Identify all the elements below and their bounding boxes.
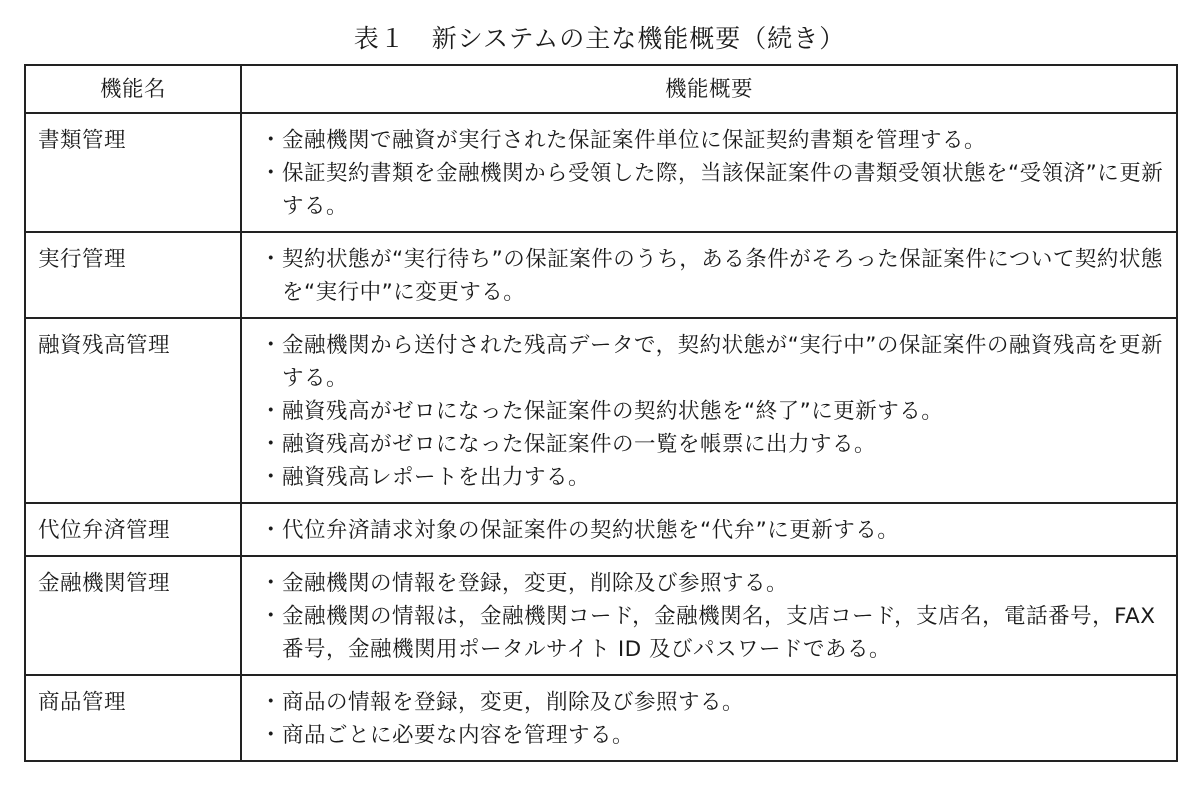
function-summary: [241, 318, 1177, 503]
function-name: 金融機関管理: [25, 556, 241, 675]
summary-item: ・ 融資残高がゼロになった保証案件の契約状態を“終了”に更新する。: [264, 395, 1164, 428]
summary-item: ・ 契約状態が“実行待ち”の保証案件のうち，ある条件がそろった保証案件について契約状態を“実行中”に変更する。: [264, 243, 1164, 309]
function-summary: [241, 503, 1177, 556]
table-row: [25, 232, 1177, 318]
header-function-summary: 機能概要: [241, 65, 1177, 113]
summary-item: ・ 金融機関の情報を登録，変更，削除及び参照する。: [264, 567, 1164, 600]
summary-item: ・ 代位弁済請求対象の保証案件の契約状態を“代弁”に更新する。: [264, 514, 1164, 547]
function-summary: [241, 232, 1177, 318]
function-table: [24, 64, 1178, 762]
table-row: [25, 556, 1177, 675]
function-name: 実行管理: [25, 232, 241, 318]
summary-item: ・ 融資残高がゼロになった保証案件の一覧を帳票に出力する。: [264, 428, 1164, 461]
function-summary: [241, 675, 1177, 761]
header-row: [25, 65, 1177, 113]
table-row: [25, 318, 1177, 503]
function-summary: [241, 556, 1177, 675]
function-name: 書類管理: [25, 113, 241, 232]
summary-item: ・ 金融機関で融資が実行された保証案件単位に保証契約書類を管理する。: [264, 124, 1164, 157]
summary-item: ・ 商品ごとに必要な内容を管理する。: [264, 719, 1164, 752]
function-name: 代位弁済管理: [25, 503, 241, 556]
function-name: 融資残高管理: [25, 318, 241, 503]
summary-item: ・ 保証契約書類を金融機関から受領した際，当該保証案件の書類受領状態を“受領済”に更新する。: [264, 157, 1164, 223]
table-row: [25, 503, 1177, 556]
table-row: [25, 113, 1177, 232]
function-name: 商品管理: [25, 675, 241, 761]
function-summary: [241, 113, 1177, 232]
summary-item: ・ 商品の情報を登録，変更，削除及び参照する。: [264, 686, 1164, 719]
summary-item: ・ 金融機関から送付された残高データで，契約状態が“実行中”の保証案件の融資残高を更新する。: [264, 329, 1164, 395]
table-row: [25, 675, 1177, 761]
summary-item: ・ 金融機関の情報は，金融機関コード，金融機関名，支店コード，支店名，電話番号，FAX 番号，金融機関用ポータルサイト ID 及びパスワードである。: [264, 600, 1164, 666]
summary-item: ・ 融資残高レポートを出力する。: [264, 461, 1164, 494]
header-function-name: 機能名: [25, 65, 241, 113]
table-caption: 表１ 新システムの主な機能概要（続き）: [353, 24, 846, 53]
